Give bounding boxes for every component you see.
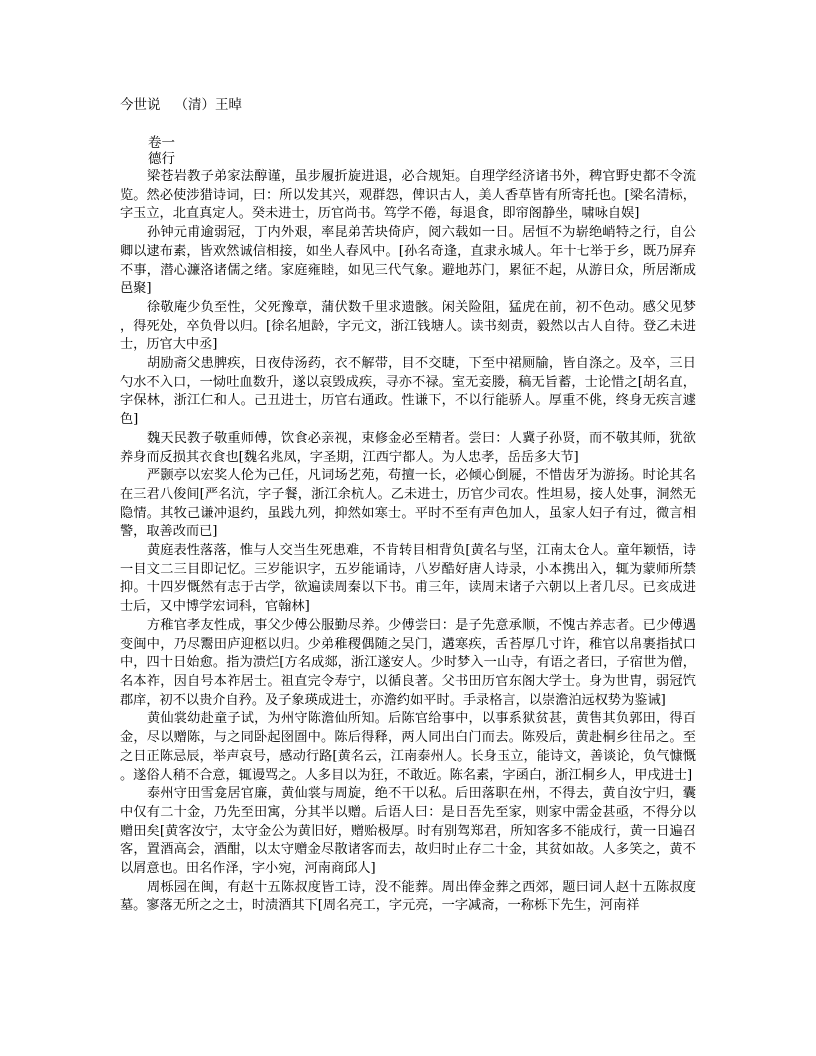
paragraph-huang-tingbiao: 黄庭表性落落，惟与人交当生死患难，不肯转目相背负[黄名与坚，江南太仓人。童年颖悟，诗一目文二三目即记忆。三岁能识字，五岁能诵诗，八岁酷好唐人诗录，小本携出入，辄为蒙师所禁抑。十四岁慨然有志于古学，欲遍读周秦以下书。甫三年，读周末诸子六朝以上者几尽。已亥成进士后，又中博学宏词科，官翰林] bbox=[120, 543, 696, 615]
author-name: （清）王晫 bbox=[174, 97, 242, 113]
paragraph-zhou-liyuan: 周栎园在闽，有赵十五陈叔度皆工诗，没不能葬。周出俸金葬之西郊，题曰词人赵十五陈叔度墓。寥落无所之之士，时渍酒其下[周名亮工，字元亮，一字减斋，一称栎下先生，河南祥 bbox=[120, 879, 696, 914]
paragraph-fang-zhiguan: 方稚官孝友性成，事父少傅公服勤尽养。少傅尝曰：是子先意承顺，不愧古养志者。已少傅遇变闽中，乃尽鬻田庐迎柩以归。少弟稚稷偶随之吴门，遘寒疾，舌苔厚几寸许，稚官以帛裹指拭口中，四十日始愈。指为溃烂[方名成郯，浙江遂安人。少时梦入一山寺，有语之者曰，子宿世为僧，名本祚，因自号本祚居士。祖直完令寿宁，以循良著。父书田历官东阁大学士。身为世胄，弱冠饩郡庠，初不以贵介自矜。及子象瑛成进士，亦澹约如平时。手录格言，以崇澹泊远权势为鉴诫] bbox=[120, 617, 696, 708]
paragraph-wei-tianmin: 魏天民教子敬重师傅，饮食必亲视，束修金必至精者。尝曰：人冀子孙贤，而不敬其师，犹欲养身而反损其衣食也[魏名兆凤，字圣期，江西宁都人。为人忠孝，岳岳多大节] bbox=[120, 430, 696, 465]
book-title: 今世说 bbox=[120, 97, 161, 113]
paragraph-tian-xuekan: 泰州守田雪龛居官廉，黄仙裳与周旋，绝不干以私。后田落职在州，不得去，黄自汝宁归，囊中仅有二十金，乃先至田寓，分其半以赠。后语人曰：是日吾先至家，则家中需金甚亟，不得分以赠田矣[黄客汝宁，太守金公为黄旧好，赠贻极厚。时有别驾郑君，所知客多不能成行，黄一日遍召客，置酒高会，酒酣，以太守赠金尽散诸客而去，故归时止存二十金，其贫如故。人多笑之，黄不以屑意也。田名作泽，字小宛，河南商邱人] bbox=[120, 786, 696, 877]
volume-heading: 卷一 bbox=[148, 135, 175, 151]
paragraph-liang-cangyan: 梁苍岩教子弟家法醇谨，虽步履折旋进退，必合规矩。自理学经济诸书外，稗官野史都不令流览。然必使涉猎诗词，曰：所以发其兴，观群怨，俾识古人，美人香草皆有所寄托也。[梁名清标，字玉立，北直真定人。癸未进士，历官尚书。笃学不倦，每退食，即帘阁静坐，啸咏自娱] bbox=[120, 169, 696, 222]
paragraph-xu-jingan: 徐敬庵少负至性，父死豫章，蒲伏数千里求遗骸。闲关险阻，猛虎在前，初不色动。感父见梦，得死处，卒负骨以归。[徐名旭龄，字元文，浙江钱塘人。读书刻责，毅然以古人自待。登乙未进士，历官大中丞] bbox=[120, 299, 696, 353]
title-line bbox=[120, 96, 242, 114]
paragraph-yan-haoting: 严颢亭以宏奖人伦为己任，凡词场艺苑，苟擅一长，必倾心倒屣，不惜齿牙为游扬。时论其名在三君八俊间[严名沆，字子餐，浙江余杭人。乙未进士，历官少司农。性坦易，接人处事，洞然无隐情。其牧己谦冲退约，虽践九列，抑然如寒士。平时不至有声色加人，虽家人妇子有过，微言相警，取善改而已] bbox=[120, 468, 696, 540]
paragraph-huang-xianshang: 黄仙裳幼赴童子试，为州守陈澹仙所知。后陈官给事中，以事系狱贫甚，黄售其负郭田，得百金，尽以赠陈，与之同卧起囹圄中。陈后得释，两人同出白门而去。陈殁后，黄赴桐乡往吊之。至之日正陈忌辰，举声哀号，感动行路[黄名云，江南泰州人。长身玉立，能诗文，善谈论，负气慷慨。遂俗人稍不合意，辄谩骂之。人多目以为狂，不敢近。陈名素，字函白，浙江桐乡人，甲戌进士] bbox=[120, 711, 696, 783]
chapter-heading: 德行 bbox=[148, 151, 175, 167]
paragraph-hu-lizhai: 胡励斋父患脾疾，日夜侍汤药，衣不解带，目不交睫，下至中裙厕牏，皆自涤之。及卒，三日勺水不入口，一恸吐血数升，遂以哀毁成疾，寻亦不禄。室无妾媵，稿无旨蓄，士论惜之[胡名直，字保林，浙江仁和人。己丑进士，历官右通政。性谦下，不以行能骄人。厚重不佻，终身无疾言遽色] bbox=[120, 356, 696, 428]
paragraph-sun-zhongyuan: 孙钟元甫逾弱冠，丁内外艰，率昆弟苦块倚庐，阅六载如一日。居恒不为崭绝峭特之行，自公卿以逮布素，皆欢然诚信相接，如坐人春风中。[孙名奇逢，直隶永城人。年十七举于乡，既乃屏弃不事，潜心濂洛诸儒之绪。家庭雍睦，如见三代气象。避地苏门，累征不起，从游日众，所居渐成邑聚] bbox=[120, 225, 696, 297]
body-text bbox=[120, 168, 696, 916]
